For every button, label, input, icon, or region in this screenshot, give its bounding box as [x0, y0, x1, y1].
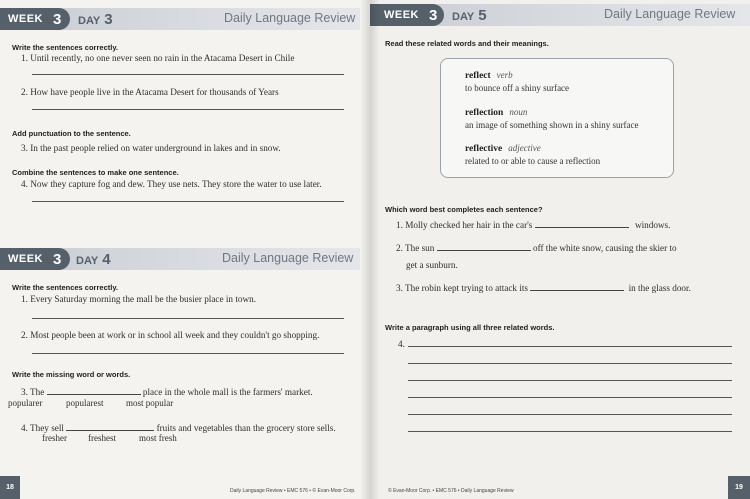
answer-line[interactable] [408, 397, 732, 398]
fill-in-item [396, 242, 677, 253]
vocab-definition: related to or able to cause a reflection [465, 156, 601, 166]
header-band-week3-day3 [0, 8, 360, 30]
series-title: Daily Language Review [224, 11, 356, 25]
page-footer: Daily Language Review • EMC 576 • © Evan-Moor Corp. [230, 488, 356, 494]
word-option: freshest [88, 433, 116, 443]
section-heading: Write the sentences correctly. [12, 283, 119, 292]
answer-line[interactable] [32, 201, 344, 202]
section-heading: Add punctuation to the sentence. [12, 129, 131, 138]
week-label: WEEK [8, 13, 43, 25]
item-text: 4. They sell [21, 423, 64, 433]
day-text: DAY [76, 255, 99, 267]
section-heading: Write the missing word or words. [12, 370, 131, 379]
answer-line[interactable] [408, 346, 732, 347]
answer-line[interactable] [32, 318, 344, 319]
word-option: fresher [42, 433, 67, 443]
day-label [452, 7, 487, 24]
part-of-speech: adjective [508, 143, 541, 153]
exercise-item: 1. Until recently, no one never seen no rain in the Atacama Desert in Chile [21, 53, 295, 63]
week-label: WEEK [384, 9, 419, 21]
section-heading: Read these related words and their meanings. [385, 39, 549, 48]
answer-line[interactable] [408, 414, 732, 415]
item-text: fruits and vegetables than the grocery store sells. [156, 423, 336, 433]
day-label [78, 11, 113, 28]
vocab-term [465, 143, 541, 154]
fill-in-item [21, 422, 336, 433]
series-title: Daily Language Review [604, 7, 736, 21]
term-word: reflect [465, 71, 491, 81]
term-word: reflective [465, 144, 503, 154]
paragraph-item-number: 4. [398, 339, 405, 349]
word-option: most fresh [139, 433, 177, 443]
week-tab [0, 248, 70, 270]
fill-in-item [21, 386, 313, 397]
item-text: 1. Molly checked her hair in the car's [396, 220, 533, 230]
week-tab [0, 8, 70, 30]
answer-line[interactable] [408, 363, 732, 364]
vocab-definition: to bounce off a shiny surface [465, 83, 570, 93]
section-heading: Combine the sentences to make one sentence. [12, 168, 179, 177]
day-number: 4 [102, 251, 111, 268]
exercise-item: 2. Most people been at work or in school all week and they couldn't go shopping. [21, 330, 320, 340]
item-text: off the white snow, causing the skier to [532, 243, 677, 253]
term-word: reflection [465, 108, 504, 118]
book-gutter-shadow [360, 0, 380, 499]
part-of-speech: verb [496, 70, 513, 80]
fill-in-blank[interactable] [530, 282, 624, 291]
week-number: 3 [429, 6, 438, 24]
vocab-definition: an image of something shown in a shiny surface [465, 120, 639, 130]
week-number: 3 [53, 250, 62, 268]
week-tab [370, 4, 444, 26]
header-band-week3-day5 [370, 4, 750, 26]
series-title: Daily Language Review [222, 251, 354, 265]
page-number: 18 [0, 476, 20, 499]
fill-in-item [396, 219, 670, 230]
fill-in-blank[interactable] [47, 386, 141, 395]
answer-line[interactable] [32, 109, 344, 110]
word-option: popularest [66, 398, 104, 408]
section-heading: Write a paragraph using all three related words. [385, 323, 555, 332]
answer-line[interactable] [32, 353, 344, 354]
week-number: 3 [53, 10, 62, 28]
section-heading: Write the sentences correctly. [12, 43, 119, 52]
item-text: 3. The robin kept trying to attack its [396, 283, 529, 293]
left-page [0, 0, 370, 499]
fill-in-blank[interactable] [535, 219, 629, 228]
vocab-term [465, 107, 527, 118]
exercise-item: 4. Now they capture fog and dew. They use nets. They store the water to use later. [21, 179, 322, 189]
day-number: 3 [104, 11, 113, 28]
item-text: in the glass door. [628, 283, 691, 293]
header-band-week3-day4 [0, 248, 360, 270]
day-text: DAY [78, 15, 101, 27]
word-option: popularer [8, 398, 43, 408]
week-label: WEEK [8, 253, 43, 265]
word-option: most popular [126, 398, 174, 408]
day-text: DAY [452, 11, 475, 23]
part-of-speech: noun [509, 107, 528, 117]
answer-line[interactable] [32, 74, 344, 75]
section-heading: Which word best completes each sentence? [385, 205, 543, 214]
item-continuation: get a sunburn. [406, 260, 458, 270]
item-text: 3. The [21, 387, 45, 397]
item-text: place in the whole mall is the farmers' market. [142, 387, 313, 397]
fill-in-item [396, 282, 691, 293]
fill-in-blank[interactable] [437, 242, 531, 251]
answer-line[interactable] [408, 431, 732, 432]
exercise-item: 2. How have people live in the Atacama Desert for thousands of Years [21, 87, 279, 97]
exercise-item: 3. In the past people relied on water underground in lakes and in snow. [21, 143, 281, 153]
answer-line[interactable] [408, 380, 732, 381]
day-number: 5 [478, 7, 487, 24]
fill-in-blank[interactable] [66, 422, 154, 431]
page-footer: © Evan-Moor Corp. • EMC 576 • Daily Language Review [388, 488, 514, 494]
page-number: 19 [728, 476, 750, 499]
item-text: 2. The sun [396, 243, 435, 253]
day-label [76, 251, 111, 268]
vocab-term [465, 70, 513, 81]
exercise-item: 1. Every Saturday morning the mall be the busier place in town. [21, 294, 256, 304]
right-page [370, 0, 750, 499]
item-text: windows. [634, 220, 671, 230]
